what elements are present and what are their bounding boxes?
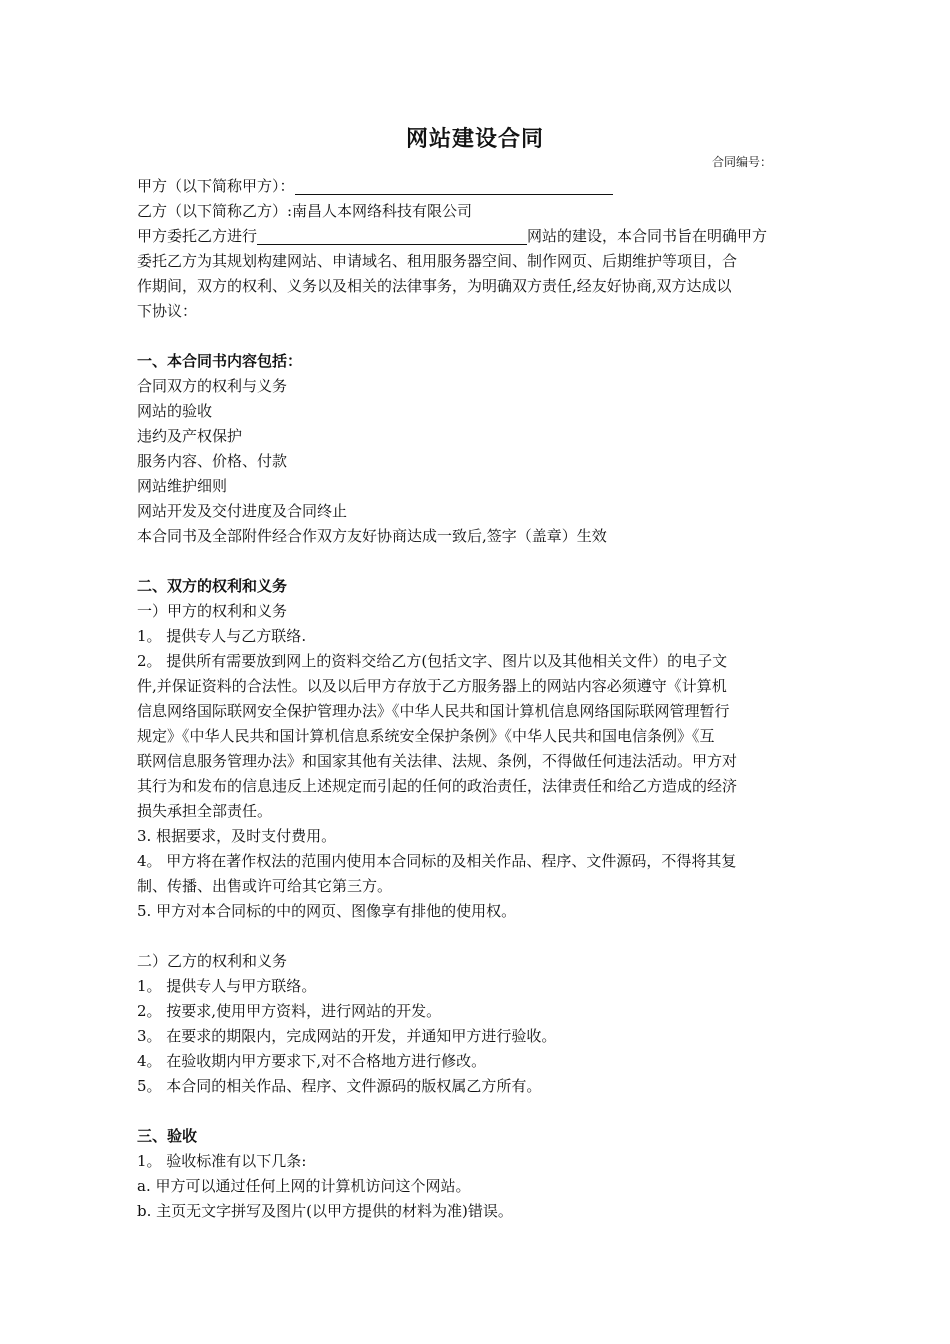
clause-line: 件,并保证资料的合法性。以及以后甲方存放于乙方服务器上的网站内容必须遵守《计算机	[137, 677, 727, 695]
intro-line: 甲方委托乙方进行 网站的建设，本合同书旨在明确甲方	[137, 227, 768, 245]
clause-line: 2。 按要求,使用甲方资料，进行网站的开发。	[137, 1002, 442, 1020]
list-item: 违约及产权保护	[137, 427, 243, 445]
party-a-line	[137, 174, 817, 199]
list-item: 网站开发及交付进度及合同终止	[137, 502, 348, 520]
clause-line: 5。 本合同的相关作品、程序、文件源码的版权属乙方所有。	[137, 1077, 542, 1095]
list-item: 服务内容、价格、付款	[137, 452, 288, 470]
clause-line: b. 主页无文字拼写及图片(以甲方提供的材料为准)错误。	[137, 1202, 513, 1220]
clause-line: 3. 根据要求，及时支付费用。	[137, 827, 337, 845]
intro-line: 下协议：	[137, 302, 198, 320]
document-body	[137, 174, 817, 1224]
subsection-heading: 一）甲方的权利和义务	[137, 602, 288, 620]
section-heading: 一、本合同书内容包括：	[137, 352, 303, 370]
clause-line: 规定》《中华人民共和国计算机信息系统安全保护条例》《中华人民共和国电信条例》《互	[137, 727, 715, 745]
list-item: 网站的验收	[137, 402, 213, 420]
clause-line: 1。 提供专人与甲方联络。	[137, 977, 317, 995]
contract-number-label: 合同编号：	[712, 155, 773, 169]
clause-line: 其行为和发布的信息违反上述规定而引起的任何的政治责任，法律责任和给乙方造成的经济	[137, 777, 738, 795]
list-item: 网站维护细则	[137, 477, 228, 495]
clause-line: 4。 在验收期内甲方要求下,对不合格地方进行修改。	[137, 1052, 487, 1070]
clause-line: 损失承担全部责任。	[137, 802, 273, 820]
document-title: 网站建设合同	[405, 127, 544, 152]
clause-line: 制、传播、出售或许可给其它第三方。	[137, 877, 393, 895]
clause-line: 1。 提供专人与乙方联络.	[137, 627, 307, 645]
section-heading: 二、双方的权利和义务	[137, 577, 288, 595]
list-item: 本合同书及全部附件经合作双方友好协商达成一致后,签字（盖章）生效	[137, 527, 607, 545]
section-heading: 三、验收	[137, 1127, 198, 1145]
intro-line: 委托乙方为其规划构建网站、申请域名、租用服务器空间、制作网页、后期维护等项目，合	[137, 252, 738, 270]
party-b-line: 乙方（以下简称乙方）:南昌人本网络科技有限公司	[137, 202, 473, 220]
clause-line: 联网信息服务管理办法》和国家其他有关法律、法规、条例，不得做任何违法活动。甲方对	[137, 752, 738, 770]
clause-line: a. 甲方可以通过任何上网的计算机访问这个网站。	[137, 1177, 471, 1195]
party-a-label: 甲方（以下简称甲方）：	[137, 177, 295, 195]
clause-line: 1。 验收标准有以下几条:	[137, 1152, 307, 1170]
list-item: 合同双方的权利与义务	[137, 377, 288, 395]
clause-line: 信息网络国际联网安全保护管理办法》《中华人民共和国计算机信息网络国际联网管理暂行	[137, 702, 730, 720]
subsection-heading: 二）乙方的权利和义务	[137, 952, 288, 970]
website-name-blank	[257, 226, 527, 245]
party-a-blank	[295, 176, 613, 195]
clause-line: 3。 在要求的期限内，完成网站的开发，并通知甲方进行验收。	[137, 1027, 557, 1045]
clause-line: 2。 提供所有需要放到网上的资料交给乙方(包括文字、图片以及其他相关文件）的电子文	[137, 652, 728, 670]
clause-line: 4。 甲方将在著作权法的范围内使用本合同标的及相关作品、程序、文件源码，不得将其复	[137, 852, 737, 870]
intro-line: 作期间，双方的权利、义务以及相关的法律事务，为明确双方责任,经友好协商,双方达成以	[137, 277, 732, 295]
clause-line: 5. 甲方对本合同标的中的网页、图像享有排他的使用权。	[137, 902, 517, 920]
